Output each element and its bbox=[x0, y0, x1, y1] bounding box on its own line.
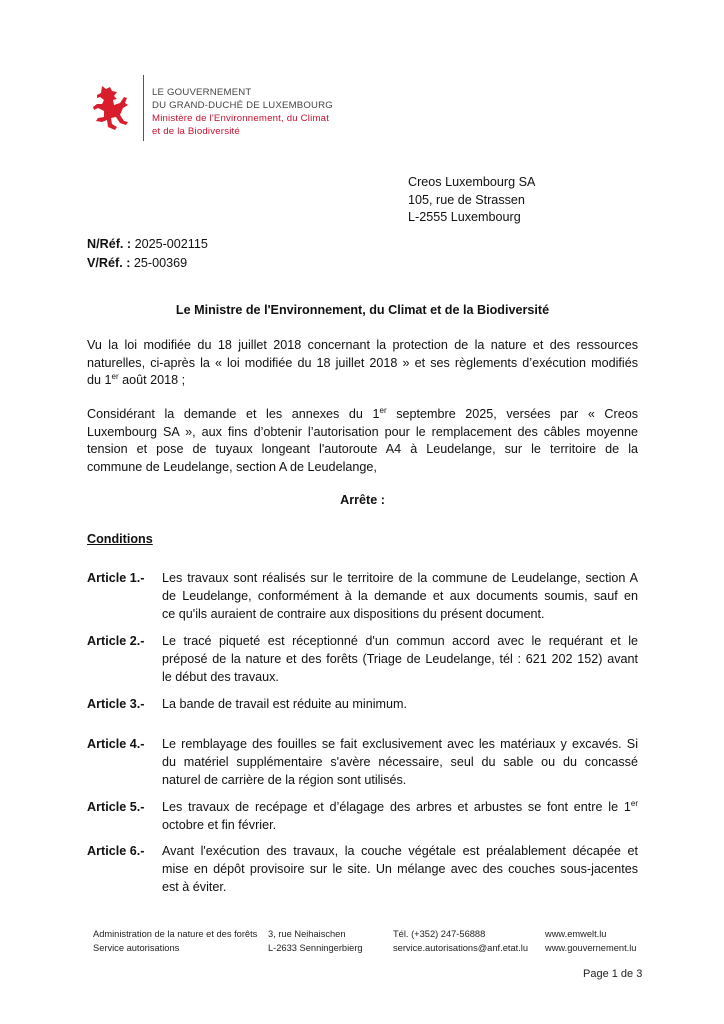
lion-logo-icon bbox=[88, 82, 132, 134]
paragraph-considerant: Considérant la demande et les annexes du 1er septembre 2025, versées par « Creos Luxembourg SA », aux fins d’obtenir l’autorisation pour le remplacement des câbles moyenne tension et pose de tuyaux longeant l'autoroute A4 à Leudelange, sur le territoire de la commune de Leudelange, section A de Leudelange, bbox=[87, 405, 638, 474]
footer-address: 3, rue Neihaischen L-2633 Senningerbierg bbox=[268, 929, 363, 953]
article-1: Article 1.- Les travaux sont réalisés sur le territoire de la commune de Leudelange, section A de Leudelange, conformément à la demande et aux documents soumis, sauf en ce qu'ils auraient de contraire aux dispositions du présent document. bbox=[87, 571, 638, 621]
arrete-heading: Arrête : bbox=[340, 493, 385, 507]
conditions-heading: Conditions bbox=[87, 532, 153, 546]
recipient-address: Creos Luxembourg SA 105, rue de Strassen L-2555 Luxembourg bbox=[408, 175, 536, 224]
article-4: Article 4.- Le remblayage des fouilles se fait exclusivement avec les matériaux y excavés. Si du matériel supplémentaire s'avère nécessaire, seul du sable ou du concassé naturel de carrière de la région sont utilisés. bbox=[87, 737, 638, 787]
our-reference: N/Réf. : 2025-002115 bbox=[87, 237, 208, 251]
article-3: Article 3.- La bande de travail est réduite au minimum. bbox=[87, 697, 408, 711]
article-5: Article 5.- Les travaux de recépage et d’élagage des arbres et arbustes se font entre le 1er octobre et fin février. bbox=[87, 798, 638, 832]
paragraph-vu-la-loi: Vu la loi modifiée du 18 juillet 2018 concernant la protection de la nature et des ressources naturelles, ci-après la « loi modifiée du 18 juillet 2018 » et ses règlements d’exécution modifiés du 1er août 2018 ; bbox=[87, 338, 638, 387]
article-6: Article 6.- Avant l'exécution des travaux, la couche végétale est préalablement décapée et mise en dépôt provisoire sur le site. Un mélange avec des couches sous-jacentes est à éviter. bbox=[87, 844, 638, 894]
page-number: Page 1 de 3 bbox=[583, 968, 643, 980]
your-reference: V/Réf. : 25-00369 bbox=[87, 256, 188, 270]
article-2: Article 2.- Le tracé piqueté est réceptionné d'un commun accord avec le requérant et le préposé de la nature et des forêts (Triage de Leudelange, tél : 621 202 152) avant le début des travaux. bbox=[87, 634, 638, 684]
government-name: LE GOUVERNEMENT DU GRAND-DUCHÉ DE LUXEMBOURG Ministère de l'Environnement, du Climat et de la Biodiversité bbox=[152, 87, 333, 137]
document-title: Le Ministre de l'Environnement, du Climat et de la Biodiversité bbox=[175, 303, 550, 317]
footer-contact: Tél. (+352) 247-56888 service.autorisations@anf.etat.lu bbox=[393, 929, 529, 953]
footer-websites: www.emwelt.lu www.gouvernement.lu bbox=[545, 929, 637, 953]
footer-administration: Administration de la nature et des forêts Service autorisations bbox=[93, 929, 258, 953]
ministry-name: Ministère de l'Environnement, du Climat bbox=[152, 113, 330, 124]
logo-divider bbox=[143, 75, 144, 141]
references bbox=[87, 235, 208, 273]
